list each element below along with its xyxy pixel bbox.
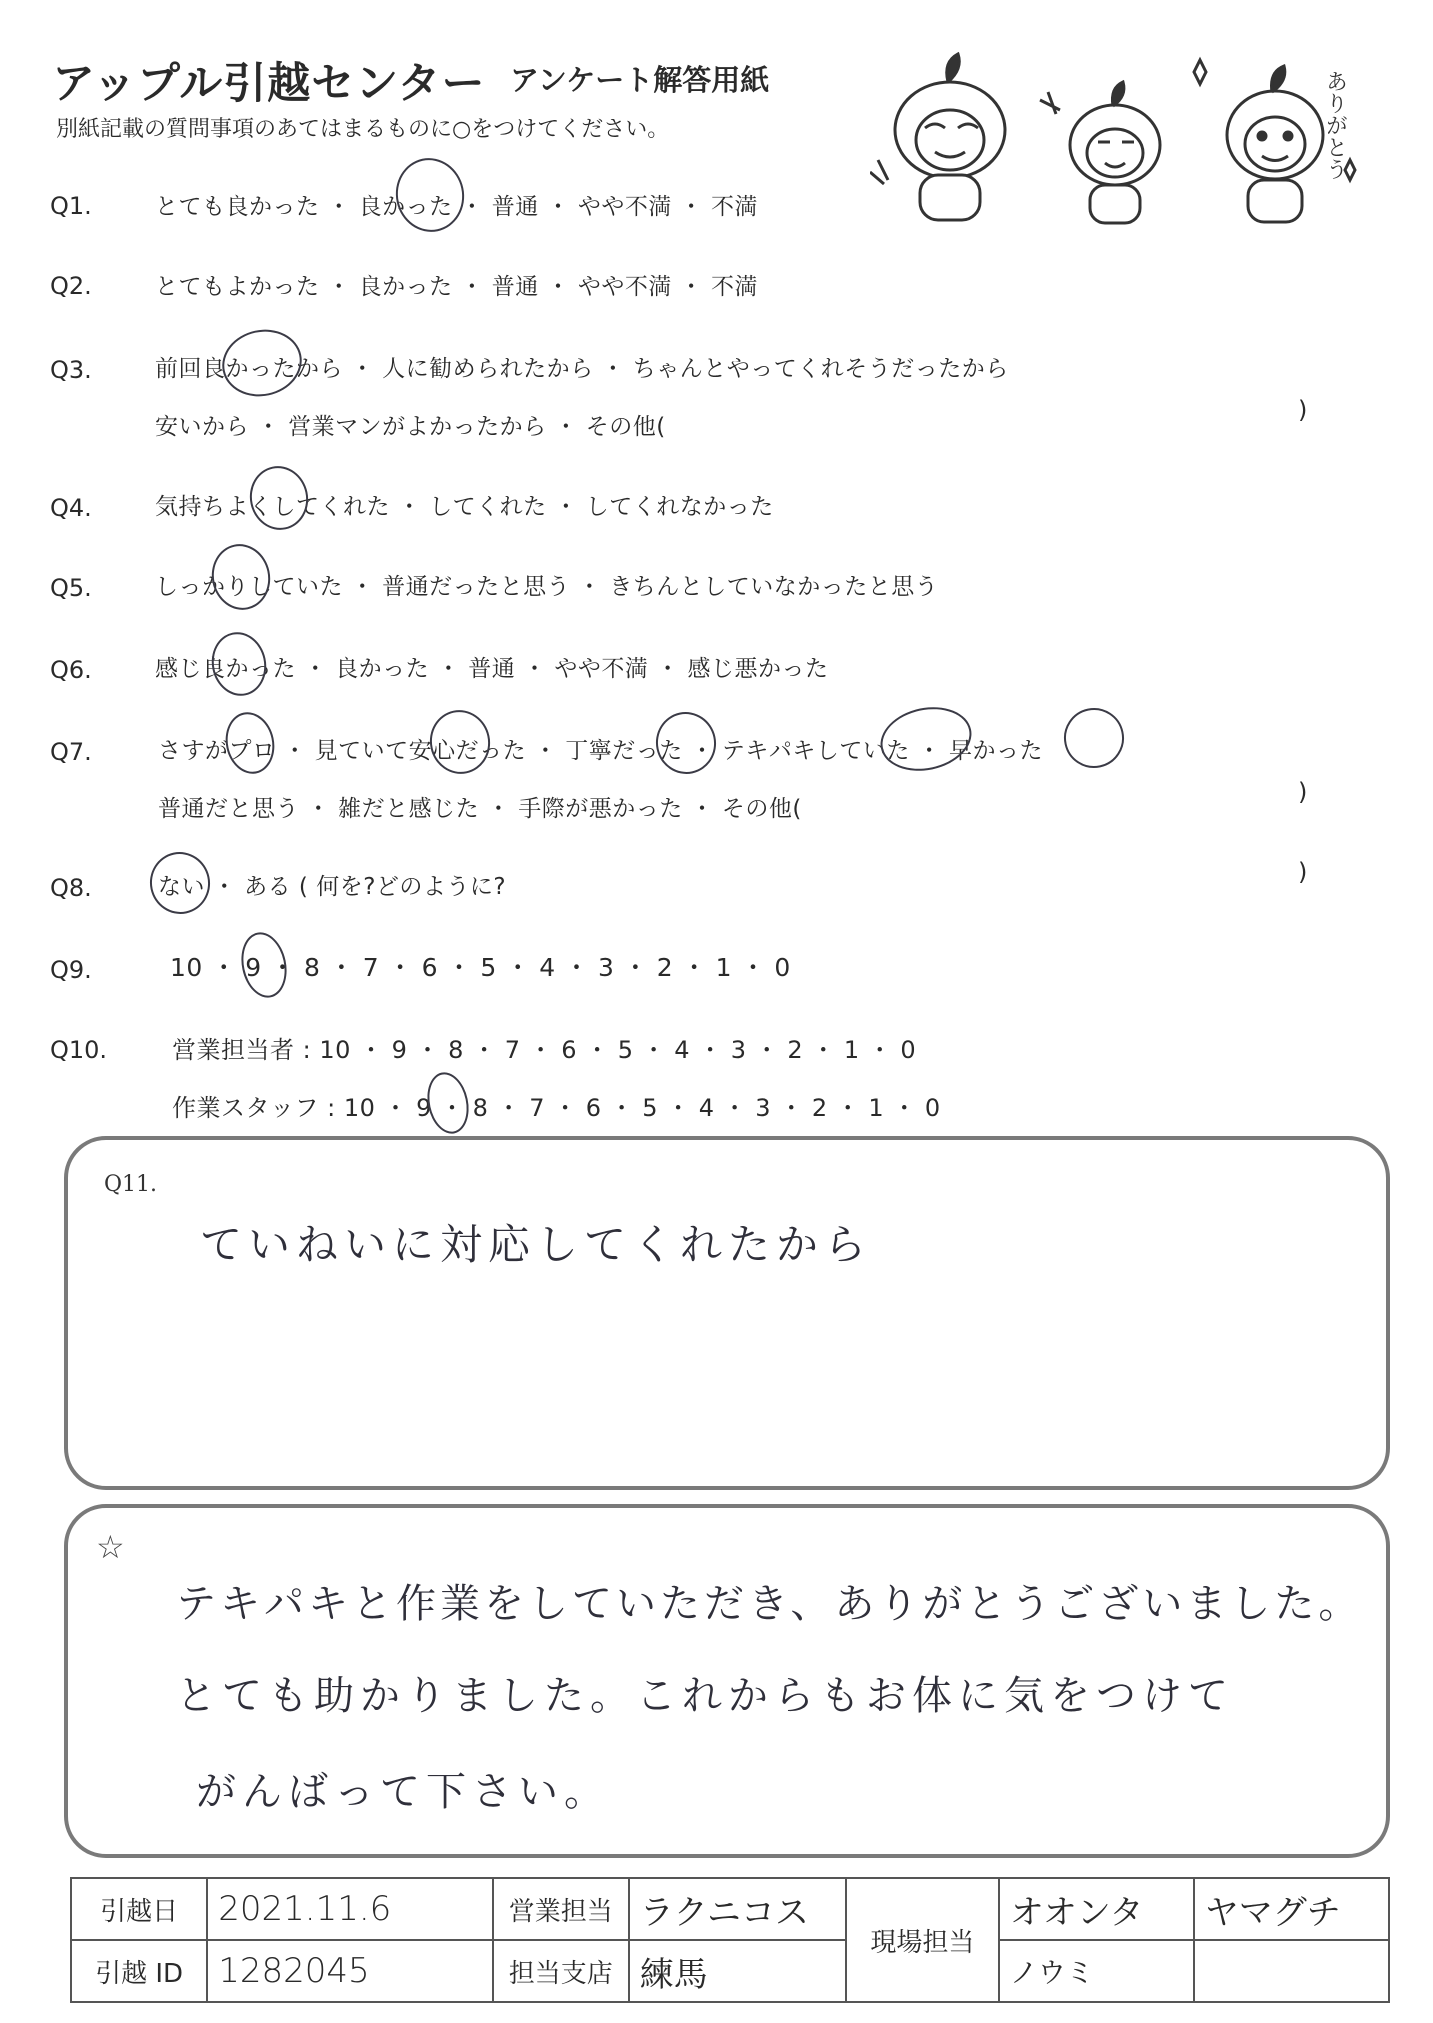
q10-staff-answer-circle	[422, 1069, 474, 1138]
star-icon: ☆	[96, 1528, 125, 1566]
q8-answer-circle	[144, 846, 216, 919]
mascot-caption: ありがとう	[1322, 70, 1348, 180]
q6-answer-circle	[206, 627, 272, 701]
site-staff-label: 現場担当	[846, 1878, 999, 2002]
q4-label: Q4.	[50, 494, 92, 522]
sales-rep-value: ラクニコス	[629, 1878, 846, 1940]
q8-close-paren: )	[1298, 858, 1308, 886]
q2-options: とてもよかった ・ 良かった ・ 普通 ・ やや不満 ・ 不満	[155, 274, 758, 300]
move-id-label: 引越 ID	[71, 1940, 207, 2002]
comment-line-3: がんばって下さい。	[196, 1769, 610, 1815]
q1-label: Q1.	[50, 192, 92, 220]
move-date-value: 2021.11.6	[207, 1878, 493, 1940]
brand-title: アップル引越センター	[52, 59, 486, 109]
q5-label: Q5.	[50, 574, 92, 602]
site-staff-3: ノウミ	[999, 1940, 1194, 2002]
q11-handwritten-answer: ていねいに対応してくれたから	[200, 1220, 873, 1269]
q6-label: Q6.	[50, 656, 92, 684]
q4-answer-circle	[244, 461, 314, 536]
q8-options: ない ・ ある ( 何を?どのように?	[158, 874, 507, 900]
q7-options-line1: さすがプロ ・ 見ていて安心だった ・ 丁寧だった ・ テキパキしていた ・ 早かった	[158, 738, 1043, 764]
q8-label: Q8.	[50, 874, 92, 902]
footer-info-table	[70, 1877, 1390, 2003]
q6-options: 感じ良かった ・ 良かった ・ 普通 ・ やや不満 ・ 感じ悪かった	[155, 656, 829, 682]
q3-close-paren: )	[1298, 396, 1308, 424]
q5-options: しっかりしていた ・ 普通だったと思う ・ きちんとしていなかったと思う	[155, 574, 939, 600]
q9-answer-circle	[236, 928, 293, 1002]
q7-options-line2: 普通だと思う ・ 雑だと感じた ・ 手際が悪かった ・ その他(	[158, 796, 802, 822]
q7-answer-circle-4	[875, 699, 978, 779]
q9-label: Q9.	[50, 956, 92, 984]
comment-line-2: とても助かりました。これからもお体に気をつけて	[176, 1673, 1234, 1719]
q11-label: Q11.	[104, 1172, 158, 1197]
q7-answer-circle-1	[220, 708, 280, 779]
q2-label: Q2.	[50, 272, 92, 300]
move-id-value: 1282045	[207, 1940, 493, 2002]
q7-answer-circle-5	[1058, 702, 1129, 773]
q7-answer-circle-2	[424, 704, 496, 779]
q4-options: 気持ちよくしてくれた ・ してくれた ・ してくれなかった	[155, 494, 774, 520]
q10-sales-scale: 営業担当者 : 10 ・ 9 ・ 8 ・ 7 ・ 6 ・ 5 ・ 4 ・ 3 ・ 2 ・ 1 ・ 0	[172, 1036, 917, 1064]
branch-label: 担当支店	[493, 1940, 629, 2002]
site-staff-1: オオンタ	[999, 1878, 1194, 1940]
q3-answer-circle	[216, 322, 308, 403]
q3-options-line2: 安いから ・ 営業マンがよかったから ・ その他(	[155, 414, 666, 440]
q5-answer-circle	[206, 539, 276, 616]
footer-row-2	[71, 1940, 1389, 2002]
site-staff-empty-cell	[1194, 1940, 1389, 2002]
footer-row-1	[71, 1878, 1389, 1940]
q7-answer-circle-3	[650, 706, 722, 779]
q10-label: Q10.	[50, 1036, 108, 1064]
q7-label: Q7.	[50, 738, 92, 766]
q10-staff-scale: 作業スタッフ : 10 ・ 9 ・ 8 ・ 7 ・ 6 ・ 5 ・ 4 ・ 3 ・ 2 ・ 1 ・ 0	[172, 1094, 941, 1122]
q9-scale: 10 ・ 9 ・ 8 ・ 7 ・ 6 ・ 5 ・ 4 ・ 3 ・ 2 ・ 1 ・ 0	[170, 953, 791, 982]
q11-answer-box	[64, 1136, 1390, 1490]
form-instructions: 別紙記載の質問事項のあてはまるものに○をつけてください。	[56, 117, 670, 142]
sales-rep-label: 営業担当	[493, 1878, 629, 1940]
site-staff-2: ヤマグチ	[1194, 1878, 1389, 1940]
q3-label: Q3.	[50, 356, 92, 384]
monkey-mascots-illustration	[870, 40, 1390, 230]
move-date-label: 引越日	[71, 1878, 207, 1940]
q1-answer-circle	[389, 152, 471, 239]
branch-value: 練馬	[629, 1940, 846, 2002]
q7-close-paren: )	[1298, 778, 1308, 806]
comment-line-1: テキパキと作業をしていただき、ありがとうございました。	[176, 1581, 1363, 1627]
form-subtitle: アンケート解答用紙	[510, 63, 770, 97]
q3-options-line1: 前回良かったから ・ 人に勧められたから ・ ちゃんとやってくれそうだったから	[155, 356, 1009, 382]
q1-options: とても良かった ・ 良かった ・ 普通 ・ やや不満 ・ 不満	[155, 194, 758, 220]
